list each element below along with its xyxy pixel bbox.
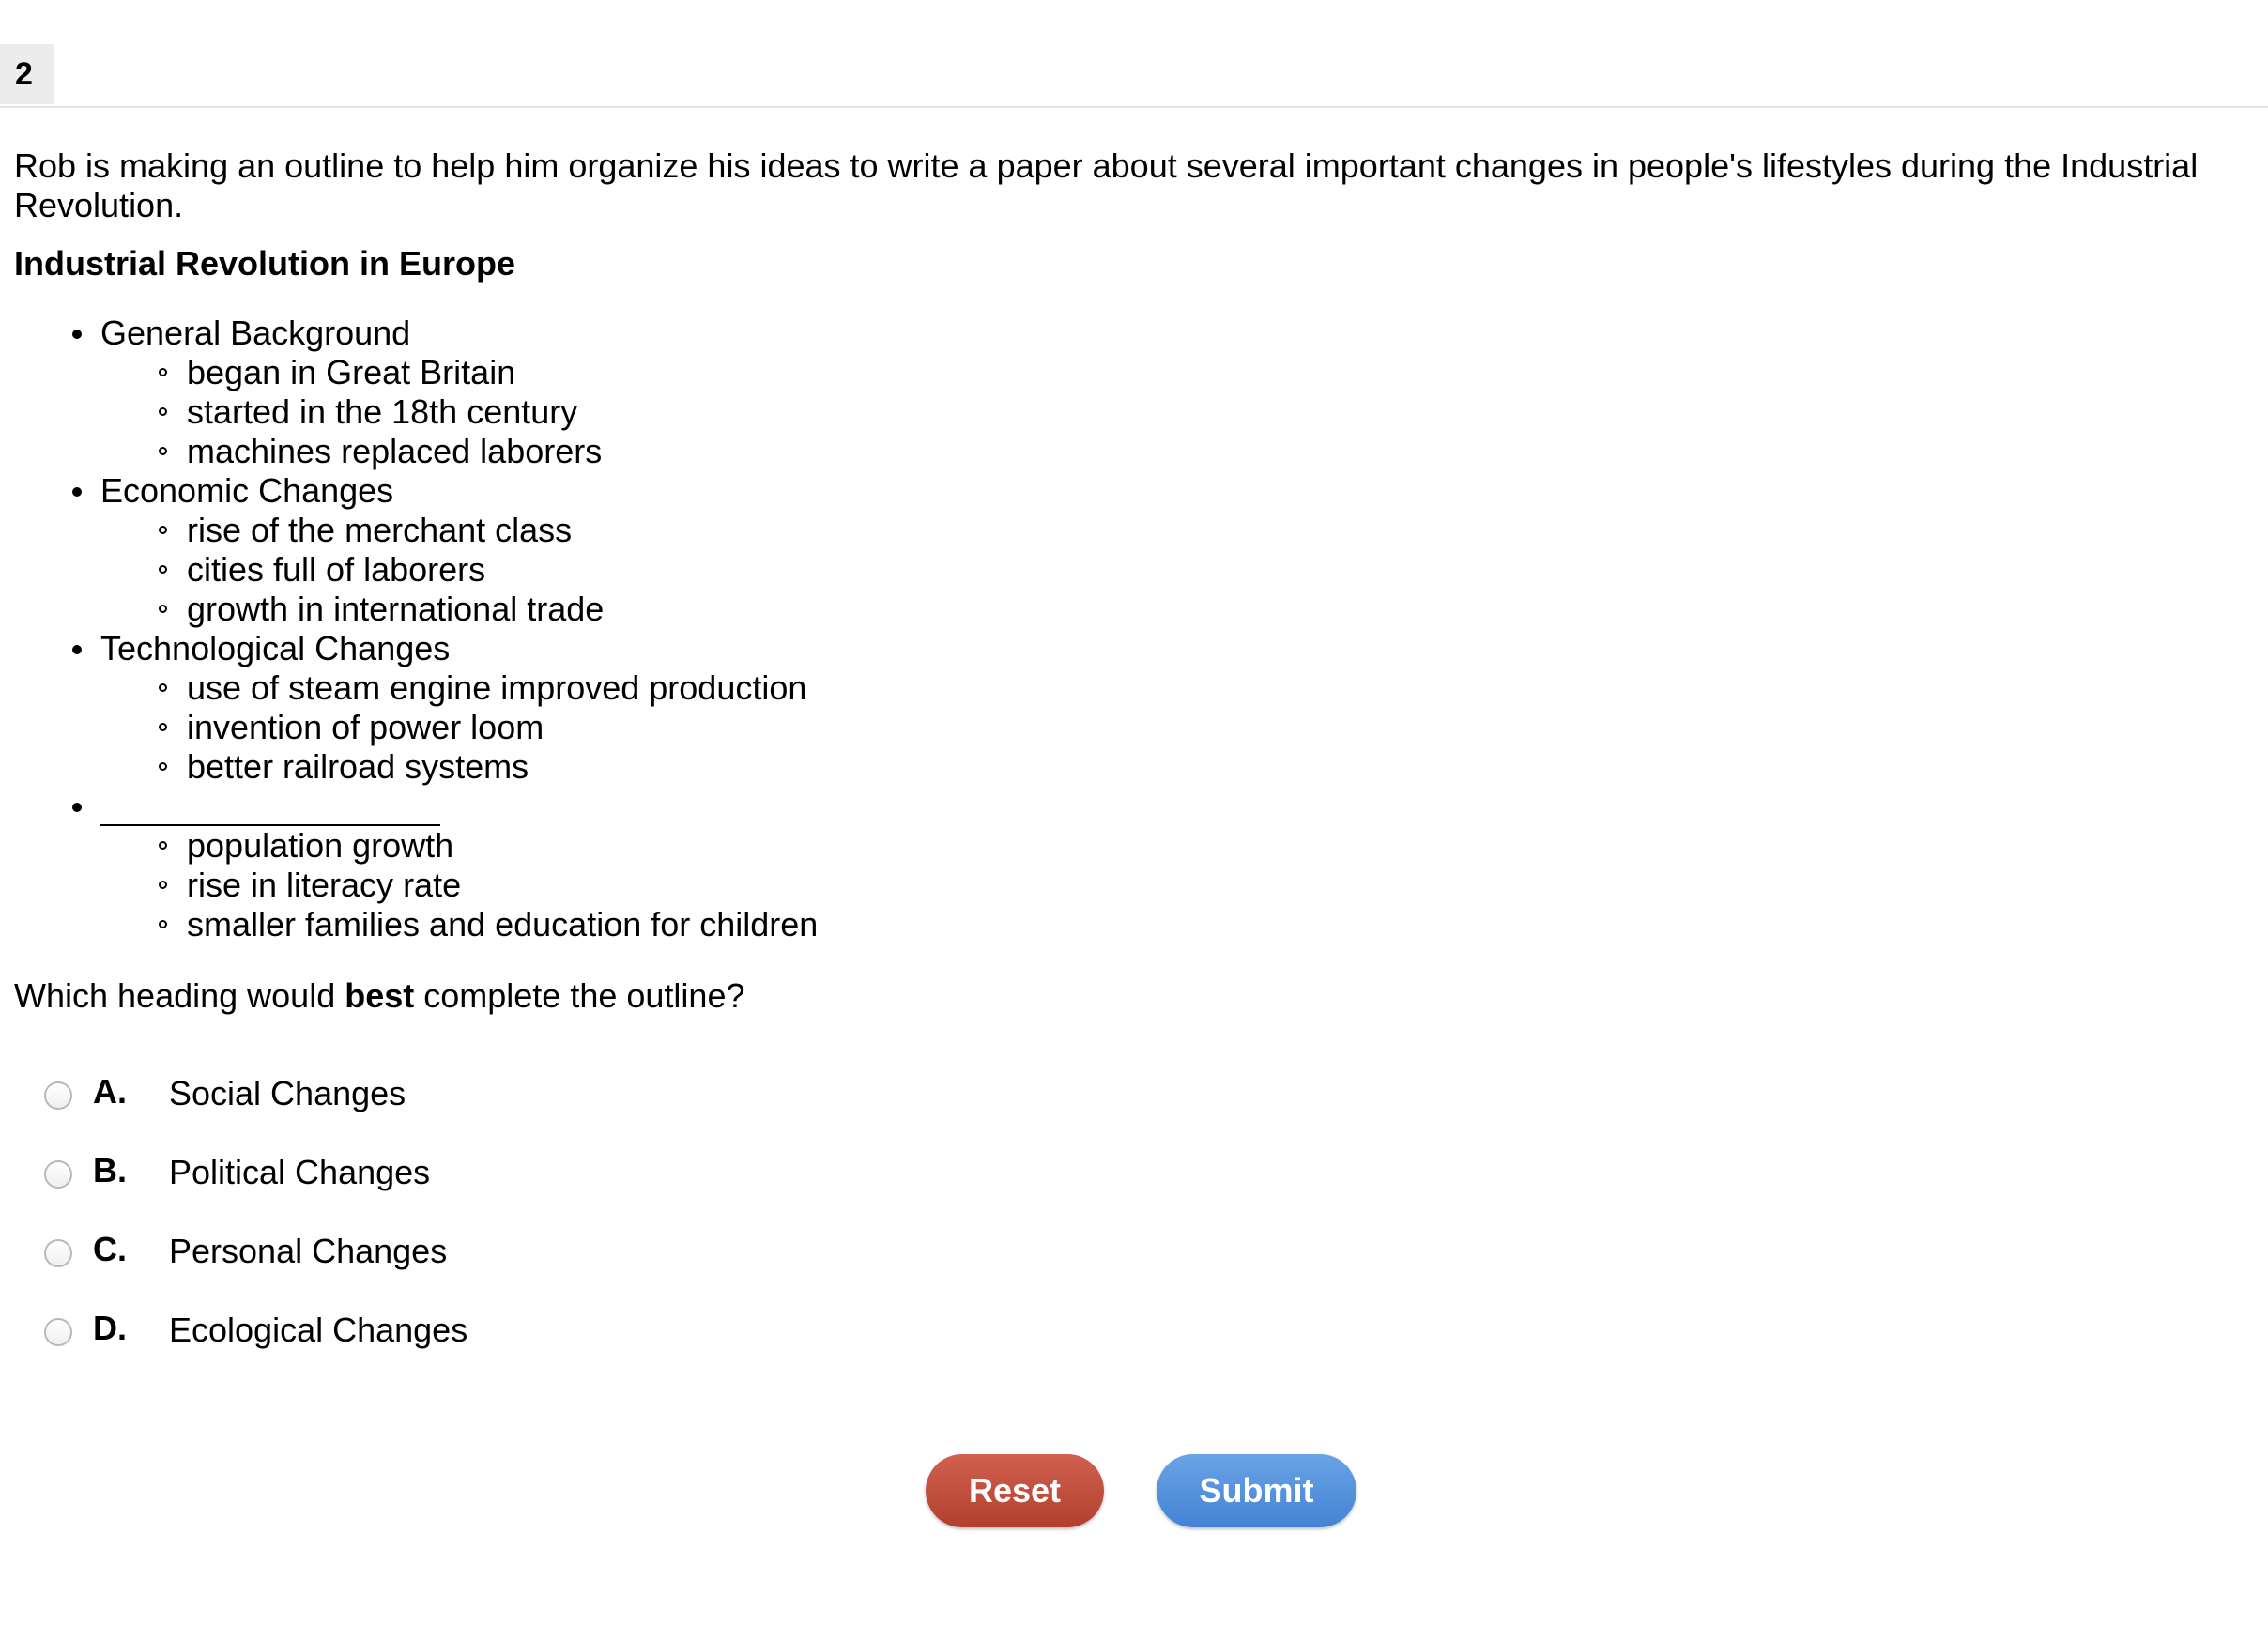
- radio-button[interactable]: [44, 1318, 72, 1346]
- outline-blank-heading: [100, 787, 440, 826]
- outline-item: population growth: [187, 826, 2248, 866]
- outline-item: smaller families and education for children: [187, 905, 2248, 944]
- question-content: [14, 146, 2248, 1378]
- outline-item: rise of the merchant class: [187, 511, 2248, 550]
- question-emphasis: best: [345, 976, 415, 1015]
- outline-item: machines replaced laborers: [187, 432, 2248, 471]
- outline-section: [100, 629, 2248, 787]
- choice-text[interactable]: Political Changes: [169, 1153, 431, 1191]
- question-text: [14, 976, 2248, 1016]
- header-bar: [0, 0, 2268, 108]
- outline-item: cities full of laborers: [187, 550, 2248, 590]
- outline-section: [100, 314, 2248, 471]
- radio-button[interactable]: [44, 1081, 72, 1110]
- outline-section: [100, 787, 2248, 944]
- choice-d[interactable]: [14, 1299, 2248, 1378]
- choice-a[interactable]: [14, 1063, 2248, 1142]
- choice-c[interactable]: [14, 1220, 2248, 1299]
- question-text-after: complete the outline?: [414, 976, 745, 1015]
- outline-sublist: [100, 668, 2248, 787]
- outline-list: [14, 314, 2248, 944]
- answer-choices: [14, 1063, 2248, 1378]
- outline-sublist: [100, 826, 2248, 944]
- outline-section: [100, 471, 2248, 629]
- outline-item: growth in international trade: [187, 590, 2248, 629]
- choice-text[interactable]: Ecological Changes: [169, 1311, 468, 1349]
- outline-heading: General Background: [100, 314, 411, 352]
- outline-sublist: [100, 353, 2248, 471]
- outline-item: better railroad systems: [187, 747, 2248, 787]
- radio-button[interactable]: [44, 1239, 72, 1267]
- outline-heading: Technological Changes: [100, 629, 451, 667]
- choice-b[interactable]: [14, 1142, 2248, 1220]
- choice-letter: A.: [93, 1072, 127, 1111]
- choice-text[interactable]: Personal Changes: [169, 1232, 448, 1270]
- choice-letter: D.: [93, 1309, 127, 1347]
- outline-sublist: [100, 511, 2248, 629]
- question-text-before: Which heading would: [14, 976, 345, 1015]
- outline-item: use of steam engine improved production: [187, 668, 2248, 708]
- radio-button[interactable]: [44, 1160, 72, 1189]
- choice-text[interactable]: Social Changes: [169, 1074, 406, 1112]
- question-prompt: Rob is making an outline to help him organize his ideas to write a paper about several important changes in people's lifestyles during the Industrial Revolution.: [14, 146, 2199, 224]
- outline-item: rise in literacy rate: [187, 866, 2248, 905]
- outline-title: Industrial Revolution in Europe: [14, 244, 516, 283]
- question-number: 2: [0, 44, 54, 104]
- outline-item: invention of power loom: [187, 708, 2248, 747]
- submit-button[interactable]: Submit: [1157, 1454, 1356, 1527]
- outline-heading: Economic Changes: [100, 471, 394, 510]
- choice-letter: B.: [93, 1151, 127, 1189]
- choice-letter: C.: [93, 1230, 127, 1268]
- outline-item: began in Great Britain: [187, 353, 2248, 392]
- reset-button[interactable]: Reset: [926, 1454, 1104, 1527]
- outline-item: started in the 18th century: [187, 392, 2248, 432]
